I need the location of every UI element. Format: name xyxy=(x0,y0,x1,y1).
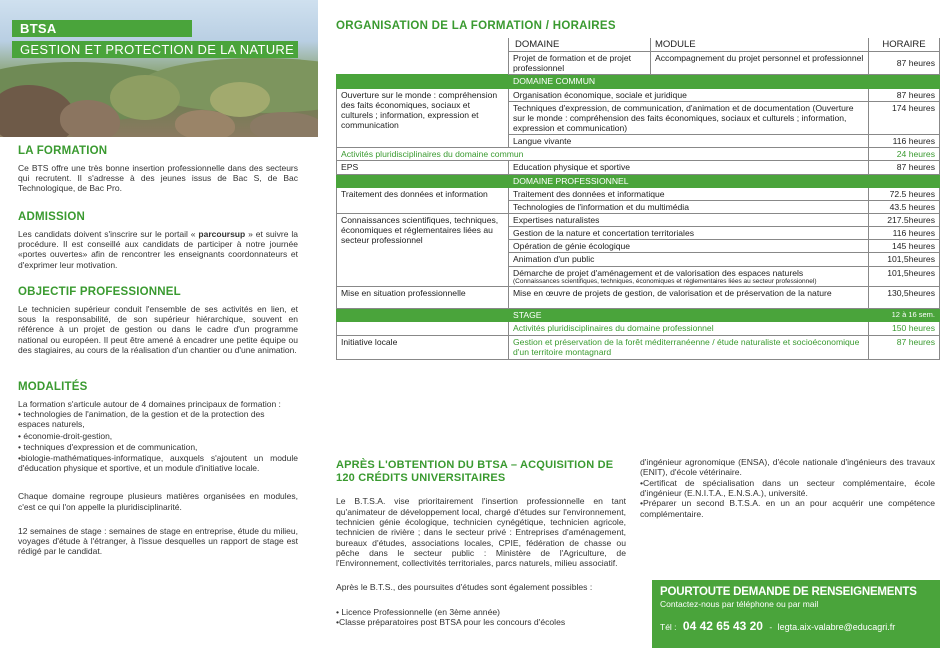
phone-number[interactable]: 04 42 65 43 20 xyxy=(682,619,763,633)
email-link[interactable]: legta.aix-valabre@educagri.fr xyxy=(777,622,896,632)
section-title: OBJECTIF PROFESSIONNEL xyxy=(18,286,181,298)
section-apres xyxy=(336,459,626,627)
domain-list xyxy=(18,409,298,473)
module-label: Démarche de projet d'aménagement et de valorisation des espaces naturels xyxy=(513,267,804,278)
list-item: • techniques d'expression et de communication, xyxy=(18,441,198,452)
program-tag: BTSA xyxy=(12,20,192,37)
list-item: • économie-droit-gestion, xyxy=(18,430,113,441)
module-cell: Langue vivante xyxy=(509,135,869,148)
section-formation xyxy=(18,145,298,194)
module-cell: Expertises naturalistes xyxy=(509,214,869,227)
section-text: •Certificat de spécialisation dans un secteur complémentaire, école d'ingénieur (E.N.I.T.A., E.N.S.A.), université. xyxy=(640,477,935,498)
domaine-cell: Connaissances scientifiques, techniques, économiques et réglementaires liées au secteur professionnel xyxy=(337,214,509,287)
module-cell: Techniques d'expression, de communication, d'animation et de documentation (Ouverture sur le monde : compréhension des faits économiques, sociaux et culturels ; information, expression et communication) xyxy=(509,101,869,134)
text-after: » et suivre la procédure. Il est conseillé aux candidats de participer à notre journée «portes ouvertes» afin de rencontrer les enseignants coordonnateurs et d'exprimer leur motivation. xyxy=(18,229,298,270)
table-row xyxy=(337,287,940,309)
section-text: •Préparer un second B.T.S.A. en un an pour acquérir une compétence complémentaire. xyxy=(640,498,935,519)
domain-band-row xyxy=(337,75,940,88)
header-module: MODULE xyxy=(651,38,869,52)
activites-cell: Activités pluridisciplinaires du domaine professionnel xyxy=(509,322,869,335)
poursuites-list xyxy=(336,607,626,628)
contact-title: POURTOUTE DEMANDE DE RENSEIGNEMENTS xyxy=(660,586,917,598)
domaine-cell: Mise en situation professionnelle xyxy=(337,287,509,309)
horaire-cell: 87 heures xyxy=(869,335,940,359)
table-row xyxy=(337,148,940,161)
horaire-cell: 174 heures xyxy=(869,101,940,134)
empty-cell xyxy=(337,52,509,75)
module-cell: Traitement des données et informatique xyxy=(509,187,869,200)
module-cell: Education physique et sportive xyxy=(509,161,869,174)
domaine-cell: Initiative locale xyxy=(337,335,509,359)
table-row xyxy=(337,187,940,200)
section-title: LA FORMATION xyxy=(18,145,108,157)
horaire-cell: 101,5heures xyxy=(869,266,940,287)
module-cell: Accompagnement du projet personnel et professionnel xyxy=(651,52,869,75)
horaire-cell: 130,5heures xyxy=(869,287,940,309)
horaire-cell: 43.5 heures xyxy=(869,200,940,213)
list-item: • Licence Professionnelle (en 3ème année) xyxy=(336,606,501,617)
module-cell: Technologies de l'information et du multimédia xyxy=(509,200,869,213)
module-cell: Organisation économique, sociale et juridique xyxy=(509,88,869,101)
domaine-cell: Ouverture sur le monde : compréhension des faits économiques, sociaux et culturels ; information, expression et communication xyxy=(337,88,509,148)
section-text xyxy=(18,229,298,270)
domaine-cell: EPS xyxy=(337,161,509,174)
section-text: Le B.T.S.A. vise prioritairement l'insertion professionnelle en tant qu'animateur de développement local, chargé d'études sur l'environnement, technicien génie écologique, technicien cynégétique, technicien agricole, technicien de rivière ; dans le secteur privé : Entreprises d'aménagement, bureaux d'études, associations locales, CPIE, fédération de chasse ou pêche dans le secteur public : Ministère de l'Agriculture, de l'Environnement, collectivités territoriales, parcs naturels, milieu associatif. xyxy=(336,496,626,569)
module-cell: Mise en œuvre de projets de gestion, de valorisation et de préservation de la nature xyxy=(509,287,869,309)
table-row xyxy=(337,161,940,174)
band-empty xyxy=(869,75,940,88)
horaire-cell: 101,5heures xyxy=(869,253,940,266)
horaire-cell: 145 heures xyxy=(869,240,940,253)
horaire-cell: 72.5 heures xyxy=(869,187,940,200)
section-apres-continued xyxy=(640,457,935,519)
module-cell: Gestion et préservation de la forêt méditerranéenne / étude naturaliste et socioéconomique d'un territoire montagnard xyxy=(509,335,869,359)
band-empty xyxy=(337,309,509,322)
horaire-cell: 87 heures xyxy=(869,52,940,75)
horaire-cell: 150 heures xyxy=(869,322,940,335)
band-label: DOMAINE COMMUN xyxy=(509,75,869,88)
section-text: Chaque domaine regroupe plusieurs matières organisées en modules, c'est ce qui l'on appelle la pluridisciplinarité. xyxy=(18,491,298,512)
table-row xyxy=(337,88,940,101)
horaire-cell: 24 heures xyxy=(869,148,940,161)
table-row xyxy=(337,322,940,335)
band-label: STAGE xyxy=(509,309,869,322)
separator: - xyxy=(769,622,773,632)
contact-line xyxy=(660,619,932,633)
table-header-row xyxy=(337,38,940,52)
module-note: (Connaissances scientifiques, techniques, économiques et réglementaires liées au secteur professionnel) xyxy=(513,277,817,285)
horaire-cell: 87 heures xyxy=(869,88,940,101)
text-before: Les candidats doivent s'inscrire sur le portail « xyxy=(18,229,196,239)
empty-cell xyxy=(337,322,509,335)
horaire-cell: 116 heures xyxy=(869,227,940,240)
section-title: MODALITÉS xyxy=(18,381,88,393)
domaine-cell: Traitement des données et information xyxy=(337,187,509,213)
section-text: Le technicien supérieur conduit l'ensemble de ses activités en lien, et sous la responsabilité, de son supérieur hiérarchique, souvent en référence à un projet de gestion ou dans le cadre d'un programme national ou européen. Il peut être amené à encadrer une petite équipe ou des stagiaires, au cours de la réalisation d'un chantier ou d'une animation. xyxy=(18,304,298,355)
list-item: • technologies de l'animation, de la gestion et de la protection des espaces naturels, xyxy=(18,409,265,430)
domain-band-row xyxy=(337,174,940,187)
list-item: •biologie-mathématiques-informatique, auxquels s'ajoutent un module d'éducation physique et sportive, et un module d'initiative locale. xyxy=(18,452,298,474)
section-modalites xyxy=(18,381,298,556)
table-row xyxy=(337,214,940,227)
horaire-cell: 116 heures xyxy=(869,135,940,148)
list-item: •Classe préparatoires post BTSA pour les concours d'écoles xyxy=(336,617,566,628)
left-column xyxy=(0,0,318,669)
module-cell: Animation d'un public xyxy=(509,253,869,266)
module-cell: Opération de génie écologique xyxy=(509,240,869,253)
band-empty xyxy=(337,174,509,187)
portal-name: parcoursup xyxy=(198,229,246,239)
horaire-cell: 87 heures xyxy=(869,161,940,174)
stage-duration: 12 à 16 sem. xyxy=(869,309,940,322)
module-cell xyxy=(509,266,869,287)
section-title: ADMISSION xyxy=(18,211,85,223)
header-horaire: HORAIRE xyxy=(869,38,940,52)
organisation-title: ORGANISATION DE LA FORMATION / HORAIRES xyxy=(336,20,616,32)
horaire-cell: 217.5heures xyxy=(869,214,940,227)
contact-box xyxy=(652,580,940,648)
section-title: APRÈS L'OBTENTION DU BTSA – ACQUISITION DE 120 CRÉDITS UNIVERSITAIRES xyxy=(336,459,614,484)
activites-cell: Activités pluridisciplinaires du domaine commun xyxy=(337,148,869,161)
section-objectif xyxy=(18,286,298,355)
section-text: Ce BTS offre une très bonne insertion professionnelle dans des secteurs qui recrutent. Il s'adresse à des jeunes issus de Bac S, de Bac Technologique, de Bac Pro. xyxy=(18,163,298,194)
table-row xyxy=(337,335,940,359)
empty-cell xyxy=(337,38,509,52)
domaine-cell: Projet de formation et de projet professionnel xyxy=(509,52,651,75)
tel-label: Tél : xyxy=(660,622,677,632)
contact-subtitle: Contactez-nous par téléphone ou par mail xyxy=(660,599,819,609)
header-domaine: DOMAINE xyxy=(509,38,651,52)
program-subtitle: GESTION ET PROTECTION DE LA NATURE xyxy=(12,41,298,58)
section-admission xyxy=(18,211,298,270)
stage-band-row xyxy=(337,309,940,322)
schedule-table xyxy=(336,38,940,360)
section-text: d'ingénieur agronomique (ENSA), d'école nationale d'ingénieurs des travaux (ENIT), d'école vétérinaire. xyxy=(640,457,935,478)
band-empty xyxy=(337,75,509,88)
module-cell: Gestion de la nature et concertation territoriales xyxy=(509,227,869,240)
band-empty xyxy=(869,174,940,187)
section-intro: La formation s'articule autour de 4 domaines principaux de formation : xyxy=(18,399,281,409)
section-text: Après le B.T.S., des poursuites d'études sont également possibles : xyxy=(336,582,593,593)
section-text: 12 semaines de stage : semaines de stage en entreprise, étude du milieu, voyages d'étude à l'étranger, à l'issue desquelles un rapport de stage est rédigé par le candidat. xyxy=(18,525,298,557)
table-row xyxy=(337,52,940,75)
band-label: DOMAINE PROFESSIONNEL xyxy=(509,174,869,187)
